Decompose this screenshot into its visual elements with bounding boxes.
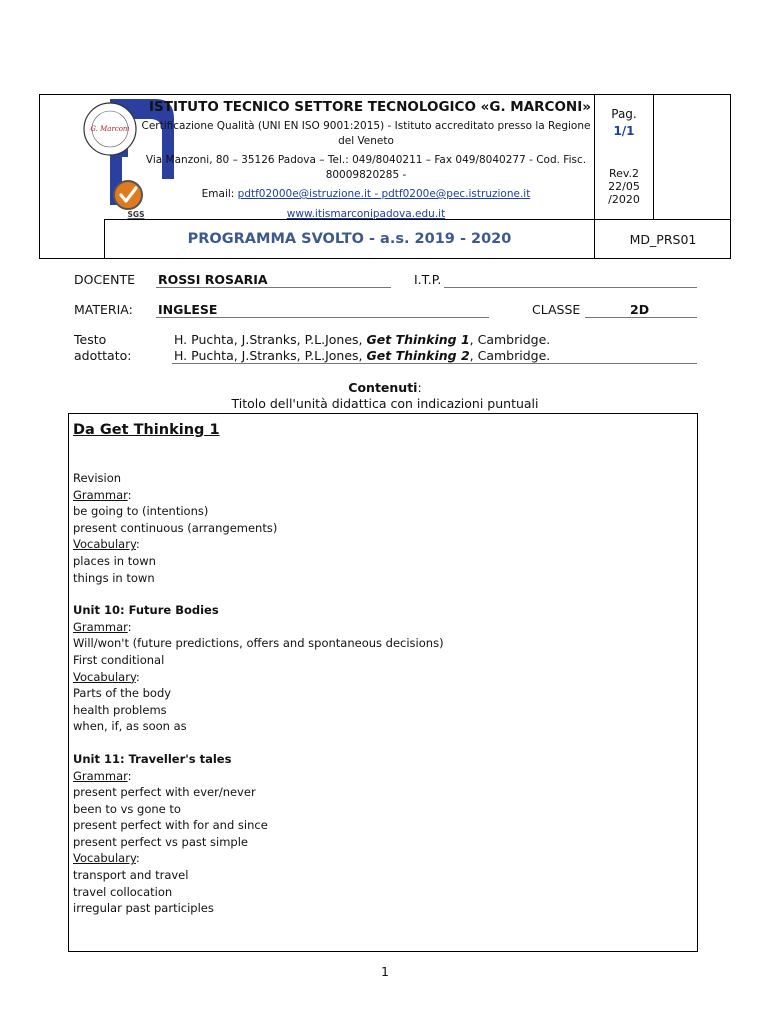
page-number: 1 bbox=[381, 964, 389, 979]
vocabulary-label: Vocabulary: bbox=[73, 851, 140, 866]
contenuti-subtitle: Titolo dell'unità didattica con indicazioni puntuali bbox=[231, 396, 539, 411]
revision-info bbox=[596, 167, 652, 206]
program-title: PROGRAMMA SVOLTO - a.s. 2019 - 2020 bbox=[187, 231, 512, 247]
list-item: present continuous (arrangements) bbox=[73, 520, 278, 535]
docente-underline bbox=[156, 287, 391, 288]
contenuti-colon: : bbox=[417, 380, 422, 395]
content-heading: Da Get Thinking 1 bbox=[73, 422, 220, 438]
list-item: travel collocation bbox=[73, 884, 173, 899]
list-item: irregular past participles bbox=[73, 901, 214, 916]
textbook-2-publisher: , Cambridge. bbox=[469, 348, 551, 363]
unit-10-title: Unit 10: Future Bodies bbox=[73, 603, 219, 618]
grammar-label: Grammar: bbox=[73, 768, 132, 783]
textbook-1 bbox=[174, 332, 550, 347]
certification-line: Certificazione Qualità (UNI EN ISO 9001:2015) - Istituto accreditato presso la Regione del Veneto bbox=[141, 120, 591, 147]
materia-underline bbox=[156, 317, 489, 318]
adottato-label: adottato: bbox=[74, 348, 132, 363]
document-code: MD_PRS01 bbox=[629, 232, 697, 247]
contenuti-title: Contenuti bbox=[348, 380, 418, 395]
list-item: been to vs gone to bbox=[73, 801, 181, 816]
textbook-1-publisher: , Cambridge. bbox=[469, 332, 551, 347]
website-line bbox=[140, 207, 592, 222]
divider bbox=[653, 95, 654, 219]
materia-value: INGLESE bbox=[158, 302, 218, 317]
docente-value: ROSSI ROSARIA bbox=[158, 272, 268, 287]
website-link[interactable]: www.itismarconipadova.edu.it bbox=[286, 208, 446, 220]
revision-date-1: 22/05 bbox=[608, 180, 640, 193]
vocabulary-label: Vocabulary: bbox=[73, 669, 140, 684]
list-item: Will/won't (future predictions, offers and spontaneous decisions) bbox=[73, 636, 444, 651]
classe-label: CLASSE bbox=[532, 302, 581, 317]
list-item: health problems bbox=[73, 702, 167, 717]
pec-email-link[interactable]: pdtf0200e@pec.istruzione.it bbox=[381, 188, 531, 200]
testo-label: Testo bbox=[74, 332, 107, 347]
classe-value: 2D bbox=[630, 302, 650, 317]
textbook-2 bbox=[174, 348, 550, 363]
revision-title: Revision bbox=[73, 471, 122, 485]
itp-underline bbox=[444, 287, 697, 288]
list-item: present perfect with for and since bbox=[73, 818, 268, 833]
page-value: 1/1 bbox=[613, 124, 635, 138]
grammar-label: Grammar: bbox=[73, 487, 132, 502]
list-item: First conditional bbox=[73, 652, 165, 667]
revision-number: Rev.2 bbox=[608, 167, 640, 180]
itp-label: I.T.P. bbox=[414, 272, 442, 287]
contenuti-heading bbox=[0, 380, 770, 395]
unit-11-title: Unit 11: Traveller's tales bbox=[73, 751, 232, 766]
textbook-1-title: Get Thinking 1 bbox=[366, 332, 470, 347]
list-item: transport and travel bbox=[73, 868, 189, 883]
vocabulary-label: Vocabulary: bbox=[73, 537, 140, 552]
list-item: when, if, as soon as bbox=[73, 719, 187, 734]
list-item: be going to (intentions) bbox=[73, 504, 209, 519]
svg-text:SGS: SGS bbox=[127, 210, 145, 219]
email-link[interactable]: pdtf02000e@istruzione.it bbox=[237, 188, 371, 200]
document-header bbox=[39, 94, 731, 259]
list-item: present perfect with ever/never bbox=[73, 785, 256, 800]
textbook-underline bbox=[172, 363, 697, 364]
textbook-2-title: Get Thinking 2 bbox=[366, 348, 470, 363]
classe-underline bbox=[585, 317, 697, 318]
email-separator: - bbox=[370, 188, 382, 200]
school-name: ISTITUTO TECNICO SETTORE TECNOLOGICO «G. MARCONI» bbox=[149, 99, 591, 115]
docente-label: DOCENTE bbox=[74, 272, 135, 287]
list-item: places in town bbox=[73, 553, 156, 568]
email-line bbox=[140, 187, 592, 202]
email-label: Email: bbox=[201, 188, 235, 200]
textbook-2-authors: H. Puchta, J.Stranks, P.L.Jones, bbox=[174, 348, 367, 363]
revision-date-2: /2020 bbox=[608, 193, 640, 206]
list-item: present perfect vs past simple bbox=[73, 834, 248, 849]
materia-label: MATERIA: bbox=[74, 302, 133, 317]
list-item: Parts of the body bbox=[73, 686, 172, 701]
page-label: Pag. bbox=[611, 107, 637, 121]
textbook-1-authors: H. Puchta, J.Stranks, P.L.Jones, bbox=[174, 332, 367, 347]
grammar-label: Grammar: bbox=[73, 619, 132, 634]
svg-text:G. Marconi: G. Marconi bbox=[90, 125, 130, 133]
list-item: things in town bbox=[73, 570, 155, 585]
address-line: Via Manzoni, 80 – 35126 Padova – Tel.: 049/8040211 – Fax 049/8040277 - Cod. Fisc. 80009820285 - bbox=[145, 154, 587, 181]
program-content bbox=[73, 420, 693, 917]
